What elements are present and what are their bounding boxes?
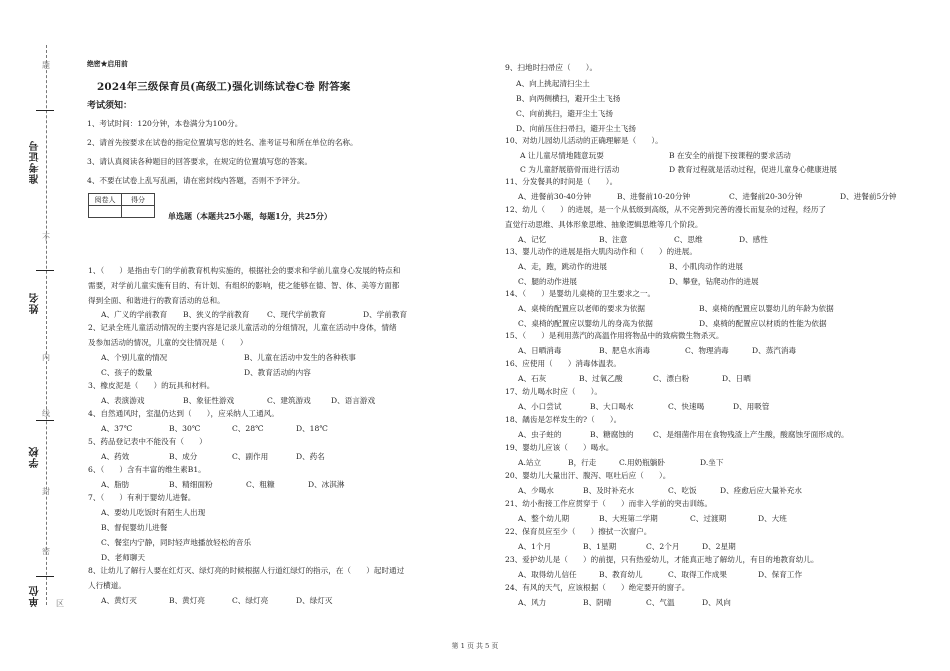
reviewer-cell: 阅卷人 <box>89 194 122 206</box>
exam-id-label: 准考证号 <box>30 140 41 184</box>
option: D.坐下 <box>700 458 724 467</box>
option: A、记忆 <box>518 235 547 244</box>
option: A、整个幼儿期 <box>518 514 570 523</box>
option: D、冰淇淋 <box>308 480 345 489</box>
option: A、要幼儿吃饭时有陌生人出现 <box>101 508 206 517</box>
option: A.站立 <box>518 458 542 467</box>
question-stem: 12、幼儿（ ）的进展，是一个从低级到高级，从不完善到完善的漫长而复杂的过程，经历了 <box>505 205 827 214</box>
score-table <box>88 193 155 218</box>
option: C、过渡期 <box>690 514 727 523</box>
question-stem: 10、对幼儿园幼儿活动的正确理解是（ ）。 <box>505 136 663 145</box>
option: C、漂白粉 <box>653 374 690 383</box>
option: D、感性 <box>739 235 768 244</box>
unit-label: 单位 <box>30 585 41 607</box>
school-label: 学校 <box>30 446 41 468</box>
option: B、肥皂水消毒 <box>599 346 651 355</box>
notice-item: 2、请首先按要求在试卷的指定位置填写您的姓名、准考证号和所在单位的名称。 <box>87 138 358 147</box>
section-heading: 单选题（本题共25小题，每题1分，共25分） <box>168 211 332 221</box>
option: B、黄灯亮 <box>169 596 205 605</box>
option: B、大口喝水 <box>590 402 634 411</box>
reviewer-blank[interactable] <box>89 206 122 218</box>
option: D、风向 <box>702 598 731 607</box>
binding-strip <box>0 0 72 671</box>
option: B、成分 <box>169 452 198 461</box>
question-stem: 及参加活动的情况，儿童的交往情况是（ ） <box>88 338 248 347</box>
option: B 在安全的前提下按课程的要求活动 <box>669 151 791 160</box>
option: D、痊愈后应大量补充水 <box>720 486 803 495</box>
option: A、风力 <box>518 598 547 607</box>
option: B、糖腐蚀的 <box>590 430 634 439</box>
option: B、大班第二学期 <box>599 514 658 523</box>
option: D、桌椅的配置应以材质的性能为依据 <box>699 319 827 328</box>
option: C、气温 <box>646 598 675 607</box>
option: A、脂肪 <box>101 480 130 489</box>
option: C、向前挑扫，避开尘土飞扬 <box>516 109 613 118</box>
option: B、及时补充水 <box>583 486 635 495</box>
question-stem: 6、（ ）含有丰富的维生素B1。 <box>88 465 206 474</box>
option: D、2星期 <box>702 542 736 551</box>
blank-line <box>36 110 54 111</box>
option: D、大班 <box>758 514 787 523</box>
option: D、教育活动的内容 <box>244 368 311 377</box>
question-stem: 5、药品登记表中不能没有（ ） <box>88 437 207 446</box>
option: B、30℃ <box>169 424 201 433</box>
option: D、保育工作 <box>758 570 803 579</box>
option: C、思维 <box>674 235 703 244</box>
option: C、绿灯亮 <box>232 596 269 605</box>
option: B、督促婴幼儿进餐 <box>101 523 168 532</box>
option: B、过氧乙酸 <box>579 374 623 383</box>
question-stem: 1、（ ）是指由专门的学前教育机构实施的，根据社会的要求和学前儿童身心发展的特点和 <box>88 266 401 275</box>
question-stem: 14、（ ）是婴幼儿桌椅的卫生要求之一。 <box>505 289 656 298</box>
option: A、表演游戏 <box>101 396 145 405</box>
option: B，行走 <box>568 458 597 467</box>
option: C、建筑游戏 <box>267 396 311 405</box>
notice-heading: 考试须知： <box>87 101 133 111</box>
option: B、桌椅的配置应以婴幼儿的年龄为依据 <box>699 304 834 313</box>
option: C、进餐前20-30分钟 <box>729 192 803 201</box>
seal-char: 题 <box>42 61 50 70</box>
blank-line <box>36 576 54 577</box>
option: D、老师聊天 <box>101 553 146 562</box>
option: D、向前压住扫帚扫，避开尘土飞扬 <box>516 124 636 133</box>
option: C、腿的动作进展 <box>518 277 577 286</box>
page-footer: 第 1 页 共 5 页 <box>451 642 499 650</box>
confidential-mark: 绝密★启用前 <box>87 60 128 68</box>
notice-item: 3、请认真阅读各种题目的回答要求，在规定的位置填写您的答案。 <box>87 157 313 166</box>
option: D、日晒 <box>722 374 751 383</box>
score-blank[interactable] <box>122 206 155 218</box>
question-stem: 13、婴儿动作的进展是指大肌肉动作和（ ）的进展。 <box>505 247 697 256</box>
question-stem: 4、自然通风时，室温仍达到（ ），应采纳人工通风。 <box>88 409 279 418</box>
question-stem: 2、记录全班儿童活动情况的主要内容是记录儿童活动的分组情况，儿童在活动中身体，情绪 <box>88 323 397 332</box>
option: A 让儿童尽情地随意玩耍 <box>520 151 604 160</box>
option: D、绿灯灭 <box>296 596 333 605</box>
option: D、蒸汽消毒 <box>752 346 797 355</box>
option: D、药名 <box>296 452 325 461</box>
question-stem: 9、扫地时扫帚应（ ）。 <box>505 63 598 72</box>
option: C、取得工作成果 <box>668 570 727 579</box>
option: A、个别儿童的情况 <box>101 353 168 362</box>
question-stem: 21、幼小衔接工作应贯穿于（ ）而非入学前的突击训练。 <box>505 499 713 508</box>
option: A、小口尝试 <box>518 402 562 411</box>
option: B、狭义的学前教育 <box>183 310 250 319</box>
option: A、进餐前30-40分钟 <box>518 192 591 201</box>
name-label: 姓名 <box>30 292 41 314</box>
option: D、语言游戏 <box>331 396 376 405</box>
option: C、桌椅的配置应以婴幼儿的身高为依据 <box>518 319 653 328</box>
question-stem: 8、让幼儿了解行人要在红灯灭、绿灯亮的时候根据人行道红绿灯的指示，在（ ）起时通过 <box>88 566 405 575</box>
option: B、1星期 <box>583 542 617 551</box>
option: D、进餐前5分钟 <box>840 192 897 201</box>
question-stem: 19、婴幼儿应该（ ）喝水。 <box>505 443 614 452</box>
question-stem: 直觉行动思维、具体形象思维、抽象逻辑思维等几个阶段。 <box>505 220 703 229</box>
option: A、石灰 <box>518 374 547 383</box>
option: A、走，跑，跳动作的进展 <box>518 262 608 271</box>
option: B、儿童在活动中发生的各种秩事 <box>244 353 356 362</box>
option: C、物理消毒 <box>685 346 729 355</box>
question-stem: 20、婴幼儿大量出汗、腹泻、呕吐后应（ ）。 <box>505 471 671 480</box>
question-stem: 3、橡皮泥是（ ）的玩具和材料。 <box>88 381 215 390</box>
option: C、是细菌作用在食物残渣上产生酸，酸腐蚀牙面形成的。 <box>653 430 849 439</box>
option: B、注意 <box>599 235 628 244</box>
option: D、18℃ <box>296 424 328 433</box>
option: C、现代学前教育 <box>267 310 326 319</box>
question-stem: 7、（ ）有利于婴幼儿进餐。 <box>88 493 196 502</box>
option: A、向上挑起清扫尘土 <box>516 79 590 88</box>
seal-char: 内 <box>42 353 50 362</box>
blank-line <box>36 420 54 421</box>
option: B、象征性游戏 <box>183 396 235 405</box>
option: C、餐室内宁静，同时轻声地播放轻松的音乐 <box>101 538 252 547</box>
question-stem: 24、有风的天气，应该根据（ ）绝定要开的窗子。 <box>505 583 690 592</box>
seal-line <box>46 45 47 605</box>
seal-char: 不 <box>42 233 50 242</box>
question-stem: 人行横道。 <box>88 581 126 590</box>
option: A、黄灯灭 <box>101 596 137 605</box>
seal-char: 密 <box>42 547 50 556</box>
question-stem: 18、龋齿是怎样发生的?（ ）。 <box>505 415 622 424</box>
seal-char: 区 <box>56 599 64 608</box>
question-stem: 得到全面、和谐进行的教育活动的总和。 <box>88 296 225 305</box>
question-stem: 23、爱护幼儿是（ ）的前提，只有热爱幼儿，才能真正地了解幼儿，有目的地教育幼儿。 <box>505 555 819 564</box>
page-title: 2024年三级保育员(高级工)强化训练试卷C卷 附答案 <box>97 81 351 93</box>
option: A、虫子蛀的 <box>518 430 562 439</box>
option: D、攀登，钻爬动作的进展 <box>669 277 759 286</box>
option: A、药效 <box>101 452 130 461</box>
option: D 教育过程就是活动过程，促进儿童身心健康进展 <box>669 165 837 174</box>
option: B、教育幼儿 <box>599 570 643 579</box>
question-stem: 需要，对学前儿童实施有目的、有计划、有组织的影响，使之能够在德、智、体、美等方面都 <box>88 281 400 290</box>
option: A、广义的学前教育 <box>101 310 168 319</box>
option: C、快速喝 <box>668 402 705 411</box>
option: A、日晒消毒 <box>518 346 562 355</box>
option: A、桌椅的配置应以老师的要求为依据 <box>518 304 645 313</box>
notice-item: 4、不要在试卷上乱写乱画，请在密封线内答题，否则不予评分。 <box>87 176 305 185</box>
option: A、1个月 <box>518 542 552 551</box>
option: C、粗糠 <box>246 480 275 489</box>
option: B、阴晴 <box>583 598 612 607</box>
option: C、孩子的数量 <box>101 368 153 377</box>
question-stem: 15、（ ）是利用蒸汽的高温作用将物品中的致病微生物杀灭。 <box>505 331 724 340</box>
option: A、37℃ <box>101 424 133 433</box>
option: B、小肌肉动作的进展 <box>669 262 743 271</box>
notice-item: 1、考试时间：120分钟，本卷满分为100分。 <box>87 119 243 128</box>
seal-char: 线 <box>42 409 50 418</box>
option: C 为儿童舒展筋骨而进行活动 <box>520 165 620 174</box>
option: B、精细面粉 <box>169 480 213 489</box>
option: A、取得幼儿信任 <box>518 570 577 579</box>
option: C.用奶瓶躺卧 <box>619 458 665 467</box>
option: C、副作用 <box>232 452 269 461</box>
question-stem: 11、分发餐具的时间是（ ）。 <box>505 177 618 186</box>
option: C、2个月 <box>646 542 680 551</box>
seal-char: 封 <box>42 487 50 496</box>
question-stem: 16、应使用（ ）消毒体温表。 <box>505 359 621 368</box>
option: D、用吸管 <box>733 402 770 411</box>
option: C、28℃ <box>232 424 264 433</box>
question-stem: 17、幼儿喝水时应（ ）。 <box>505 387 602 396</box>
option: B、进餐前10-20分钟 <box>617 192 691 201</box>
option: A、少喝水 <box>518 486 554 495</box>
option: B、向两侧横扫，避开尘土飞扬 <box>516 94 621 103</box>
option: D、学前教育 <box>363 310 408 319</box>
score-cell: 得分 <box>122 194 155 206</box>
blank-line <box>36 270 54 271</box>
question-stem: 22、保育员应至少（ ）擦拭一次窗户。 <box>505 527 652 536</box>
option: C、吃饭 <box>668 486 697 495</box>
